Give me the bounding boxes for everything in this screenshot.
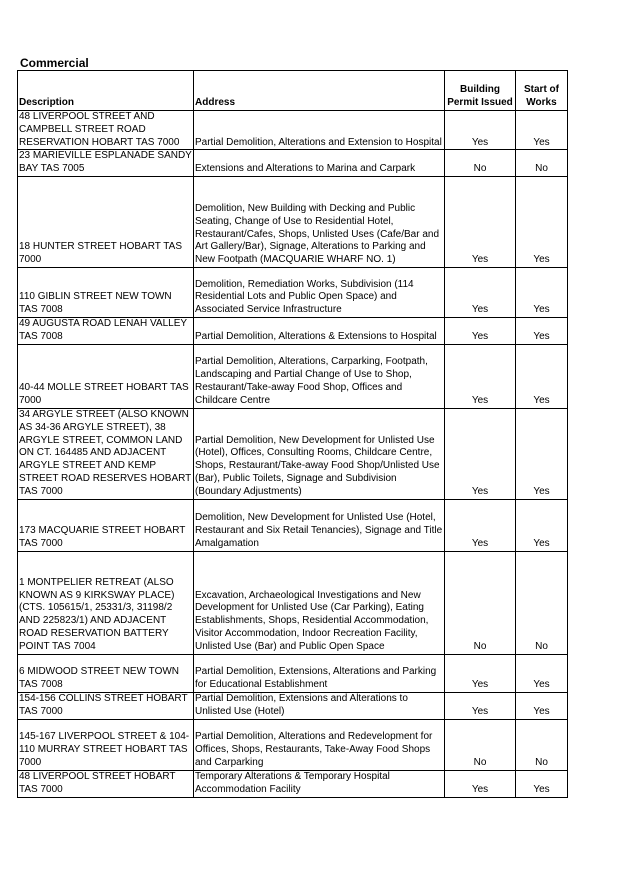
row-description: 40-44 MOLLE STREET HOBART TAS 7000 (18, 344, 194, 408)
table-row (18, 344, 568, 408)
table-row (18, 692, 568, 719)
row-building-permit: Yes (445, 267, 516, 317)
row-address: Demolition, Remediation Works, Subdivision (114 Residential Lots and Public Open Space) and Associated Service Infrastructure (194, 267, 445, 317)
row-description: 154-156 COLLINS STREET HOBART TAS 7000 (18, 692, 194, 719)
row-start-of-works: No (516, 150, 568, 177)
row-building-permit: Yes (445, 317, 516, 344)
column-header-address: Address (194, 71, 445, 111)
row-address: Demolition, New Development for Unlisted Use (Hotel, Restaurant and Six Retail Tenancies), Signage and Title Amalgamation (194, 499, 445, 551)
table-row (18, 176, 568, 267)
row-building-permit: Yes (445, 176, 516, 267)
row-building-permit: Yes (445, 408, 516, 499)
table-row (18, 499, 568, 551)
row-start-of-works: Yes (516, 654, 568, 692)
row-description: 110 GIBLIN STREET NEW TOWN TAS 7008 (18, 267, 194, 317)
row-address: Temporary Alterations & Temporary Hospital Accommodation Facility (194, 770, 445, 797)
row-address: Demolition, New Building with Decking and Public Seating, Change of Use to Residential Hotel, Restaurant/Cafes, Shops, Unlisted Uses (Cafe/Bar and Art Gallery/Bar), Signage, Alterations to Parking and New Footpath (MACQUARIE WHARF NO. 1) (194, 176, 445, 267)
row-start-of-works: Yes (516, 408, 568, 499)
column-header-start-of-works: Start of Works (516, 71, 568, 111)
row-start-of-works: Yes (516, 344, 568, 408)
row-start-of-works: No (516, 719, 568, 770)
row-building-permit: Yes (445, 111, 516, 150)
row-start-of-works: Yes (516, 267, 568, 317)
table-row (18, 770, 568, 797)
row-address: Partial Demolition, Alterations and Extension to Hospital (194, 111, 445, 150)
row-description: 173 MACQUARIE STREET HOBART TAS 7000 (18, 499, 194, 551)
row-building-permit: Yes (445, 499, 516, 551)
table-row (18, 408, 568, 499)
row-start-of-works: Yes (516, 317, 568, 344)
row-description: 48 LIVERPOOL STREET HOBART TAS 7000 (18, 770, 194, 797)
row-description: 18 HUNTER STREET HOBART TAS 7000 (18, 176, 194, 267)
row-description: 49 AUGUSTA ROAD LENAH VALLEY TAS 7008 (18, 317, 194, 344)
table-row (18, 654, 568, 692)
row-address: Partial Demolition, Alterations and Redevelopment for Offices, Shops, Restaurants, Take-Away Food Shops and Carparking (194, 719, 445, 770)
row-address: Extensions and Alterations to Marina and Carpark (194, 150, 445, 177)
row-address: Partial Demolition, Extensions, Alterations and Parking for Educational Establishment (194, 654, 445, 692)
commercial-table (17, 70, 568, 798)
row-address: Partial Demolition, Alterations & Extensions to Hospital (194, 317, 445, 344)
row-building-permit: No (445, 150, 516, 177)
row-address: Partial Demolition, Extensions and Alterations to Unlisted Use (Hotel) (194, 692, 445, 719)
row-start-of-works: Yes (516, 770, 568, 797)
table-row (18, 551, 568, 654)
row-building-permit: No (445, 551, 516, 654)
row-address: Partial Demolition, Alterations, Carparking, Footpath, Landscaping and Partial Change of Use to Shop, Restaurant/Take-away Food Shop, Offices and Childcare Centre (194, 344, 445, 408)
row-building-permit: Yes (445, 654, 516, 692)
row-start-of-works: Yes (516, 499, 568, 551)
row-building-permit: Yes (445, 770, 516, 797)
row-building-permit: Yes (445, 344, 516, 408)
table-header-row (18, 71, 568, 111)
row-description: 6 MIDWOOD STREET NEW TOWN TAS 7008 (18, 654, 194, 692)
row-description: 48 LIVERPOOL STREET AND CAMPBELL STREET ROAD RESERVATION HOBART TAS 7000 (18, 111, 194, 150)
column-header-building-permit-issued: Building Permit Issued (445, 71, 516, 111)
row-building-permit: Yes (445, 692, 516, 719)
row-description: 34 ARGYLE STREET (ALSO KNOWN AS 34-36 ARGYLE STREET), 38 ARGYLE STREET, COMMON LAND ON CT. 164485 AND ADJACENT ARGYLE STREET AND KEMP STREET ROAD RESERVES HOBART TAS 7000 (18, 408, 194, 499)
row-start-of-works: Yes (516, 176, 568, 267)
row-description: 145-167 LIVERPOOL STREET & 104-110 MURRAY STREET HOBART TAS 7000 (18, 719, 194, 770)
row-start-of-works: Yes (516, 111, 568, 150)
row-address: Partial Demolition, New Development for Unlisted Use (Hotel), Offices, Consulting Rooms, Childcare Centre, Shops, Restaurant/Take-away Food Shop/Unlisted Use (Bar), Public Toilets, Signage and Subdivision (Boundary Adjustments) (194, 408, 445, 499)
column-header-description: Description (18, 71, 194, 111)
section-title: Commercial (20, 56, 89, 70)
row-start-of-works: No (516, 551, 568, 654)
table-row (18, 317, 568, 344)
row-description: 23 MARIEVILLE ESPLANADE SANDY BAY TAS 7005 (18, 150, 194, 177)
table-row (18, 719, 568, 770)
table-row (18, 267, 568, 317)
row-building-permit: No (445, 719, 516, 770)
row-address: Excavation, Archaeological Investigations and New Development for Unlisted Use (Car Parking), Eating Establishments, Shops, Residential Accommodation, Visitor Accommodation, Indoor Recreation Facility, Unlisted Use (Bar) and Public Open Space (194, 551, 445, 654)
table-row (18, 150, 568, 177)
table-row (18, 111, 568, 150)
row-start-of-works: Yes (516, 692, 568, 719)
row-description: 1 MONTPELIER RETREAT (ALSO KNOWN AS 9 KIRKSWAY PLACE) (CTS. 105615/1, 25331/3, 31198/2 AND 225823/1) AND ADJACENT ROAD RESERVATION BATTERY POINT TAS 7004 (18, 551, 194, 654)
